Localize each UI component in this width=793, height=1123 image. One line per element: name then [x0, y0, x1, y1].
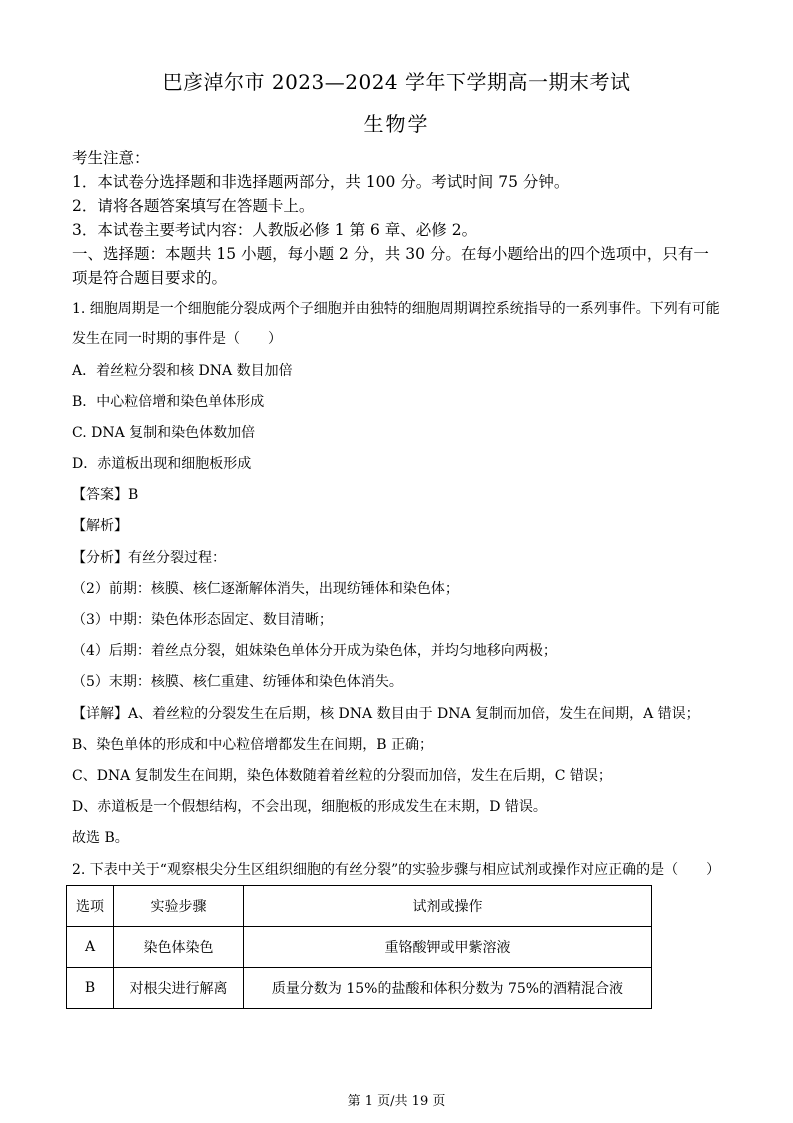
- q1-conclusion: 故选 B。: [72, 830, 129, 846]
- q1-option-b: B．中心粒倍增和染色单体形成: [72, 394, 265, 410]
- section-heading-line2: 项是符合题目要求的。: [72, 269, 228, 287]
- q1-analysis-line: （3）中期：染色体形态固定、数目清晰；: [72, 612, 333, 628]
- table-header-row: [67, 886, 652, 927]
- q1-option-c: C. DNA 复制和染色体数加倍: [72, 425, 256, 441]
- exam-subject: 生物学: [363, 112, 430, 136]
- table-header-cell: 试剂或操作: [244, 886, 652, 927]
- q1-analysis-tag: 【解析】: [72, 518, 128, 534]
- q1-detail-line: C、DNA 复制发生在间期，染色体数随着着丝粒的分裂而加倍，发生在后期，C 错误；: [72, 768, 612, 784]
- section-heading-line1: 一、选择题：本题共 15 小题，每小题 2 分，共 30 分。在每小题给出的四个选项中，只有一: [72, 245, 709, 263]
- exam-title: 巴彦淖尔市 2023—2024 学年下学期高一期末考试: [162, 70, 631, 94]
- table-cell: A: [67, 927, 114, 968]
- q1-option-d: D．赤道板出现和细胞板形成: [72, 456, 252, 472]
- table-cell: 质量分数为 15%的盐酸和体积分数为 75%的酒精混合液: [244, 968, 652, 1009]
- q1-analysis-line: 【分析】有丝分裂过程：: [72, 550, 226, 566]
- table-cell: 染色体染色: [114, 927, 244, 968]
- q1-option-a: A．着丝粒分裂和核 DNA 数目加倍: [72, 363, 293, 379]
- notice-item-3: 3．本试卷主要考试内容：人教版必修 1 第 6 章、必修 2。: [72, 221, 478, 239]
- q1-detail-line: B、染色单体的形成和中心粒倍增都发生在间期，B 正确；: [72, 737, 434, 753]
- table-cell: B: [67, 968, 114, 1009]
- page-number: 第 1 页/共 19 页: [347, 1094, 446, 1109]
- q1-answer: 【答案】B: [72, 487, 139, 503]
- notice-item-2: 2．请将各题答案填写在答题卡上。: [72, 197, 315, 215]
- q2-stem: 2. 下表中关于“观察根尖分生区组织细胞的有丝分裂”的实验步骤与相应试剂或操作对应正确的是（ ）: [72, 862, 721, 878]
- q1-detail-line: D、赤道板是一个假想结构，不会出现，细胞板的形成发生在末期，D 错误。: [72, 799, 547, 815]
- table-cell: 对根尖进行解离: [114, 968, 244, 1009]
- q1-detail-line: 【详解】A、着丝粒的分裂发生在后期，核 DNA 数目由于 DNA 复制而加倍，发生在间期，A 错误；: [72, 706, 700, 722]
- table-cell: 重铬酸钾或甲紫溶液: [244, 927, 652, 968]
- table-header-cell: 实验步骤: [114, 886, 244, 927]
- q1-stem-line2: 发生在同一时期的事件是（ ）: [72, 331, 282, 347]
- q1-analysis-line: （5）末期：核膜、核仁重建、纺锤体和染色体消失。: [72, 674, 403, 690]
- q1-analysis-line: （2）前期：核膜、核仁逐渐解体消失，出现纺锤体和染色体；: [72, 581, 459, 597]
- notice-heading: 考生注意：: [72, 149, 150, 167]
- q1-analysis-line: （4）后期：着丝点分裂，姐妹染色单体分开成为染色体，并均匀地移向两极；: [72, 643, 557, 659]
- notice-item-1: 1．本试卷分选择题和非选择题两部分，共 100 分。考试时间 75 分钟。: [72, 173, 570, 191]
- table-row: [67, 968, 652, 1009]
- table-header-cell: 选项: [67, 886, 114, 927]
- table-row: [67, 927, 652, 968]
- q1-stem-line1: 1. 细胞周期是一个细胞能分裂成两个子细胞并由独特的细胞周期调控系统指导的一系列事件。下列有可能: [72, 301, 720, 317]
- q2-table: [66, 885, 652, 1009]
